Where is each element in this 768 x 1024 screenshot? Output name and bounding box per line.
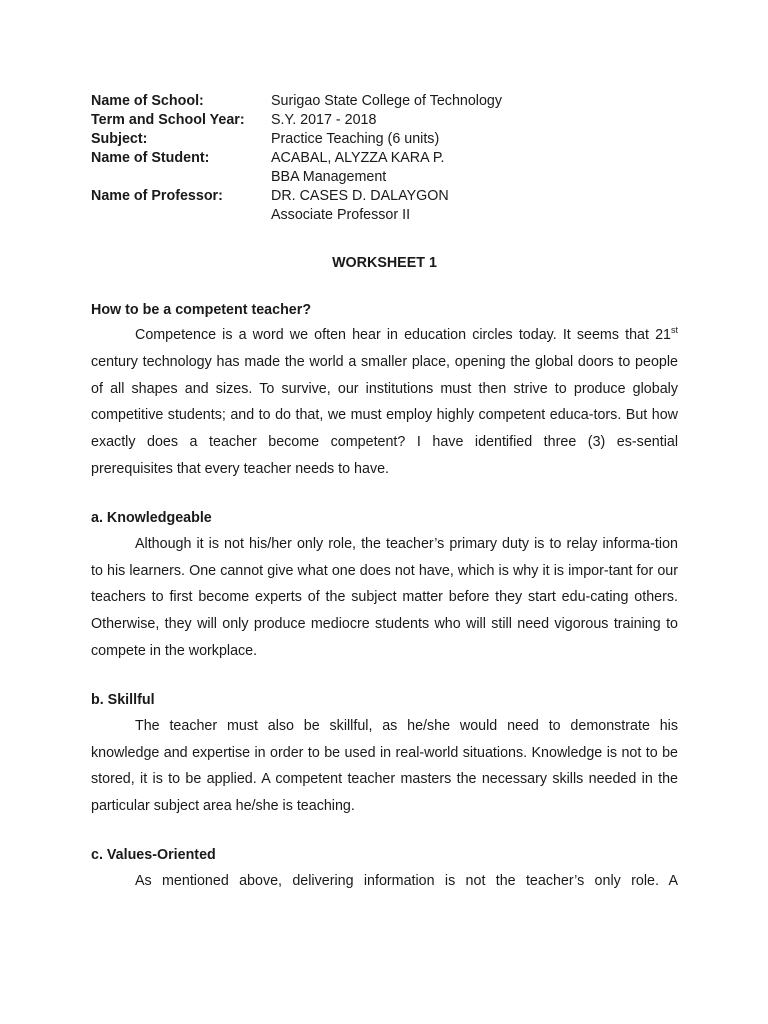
document-header: [91, 92, 678, 225]
section-heading-knowledgeable: a. Knowledgeable: [91, 509, 212, 526]
header-label-term: Term and School Year:: [91, 112, 245, 128]
header-value-program: BBA Management: [271, 169, 387, 185]
section-paragraph-values-oriented: As mentioned above, delivering information is not the teacher’s only role. A: [135, 872, 678, 889]
header-value-student: ACABAL, ALYZZA KARA P.: [271, 150, 445, 166]
section-heading-skillful: b. Skillful: [91, 691, 155, 708]
header-value-subject: Practice Teaching (6 units): [271, 131, 440, 147]
intro-text-part1: Competence is a word we often hear in education circles today. It seems that 21: [135, 327, 671, 343]
section-paragraph-skillful: The teacher must also be skillful, as he/she would need to demonstrate his knowledge and expertise in order to be used in real-world situations. Knowledge is not to be stored, it is to be applied. A competent teacher masters the necessary skills needed in the particular subject area he/she is teaching.: [91, 717, 678, 815]
header-label-blank-2: [91, 206, 271, 225]
section-heading-values-oriented: c. Values-Oriented: [91, 846, 216, 863]
document-page: [91, 92, 678, 895]
header-value-professor: DR. CASES D. DALAYGON: [271, 188, 449, 204]
header-value-school: Surigao State College of Technology: [271, 93, 503, 109]
intro-superscript: st: [670, 325, 678, 336]
header-label-subject: Subject:: [91, 131, 148, 147]
worksheet-title: WORKSHEET 1: [332, 255, 437, 271]
header-label-blank-1: [91, 168, 271, 187]
intro-text-part2: century technology has made the world a smaller place, opening the global doors to people of all shapes and sizes. To survive, our institutions must then strive to produce globaly competitive students; and to do that, we must employ highly competent educa-tors. But how exactly does a teacher become competent? I have identified three (3) es-sential prerequisites that every teacher needs to have.: [91, 353, 678, 477]
question-heading: How to be a competent teacher?: [91, 302, 312, 318]
header-label-professor: Name of Professor:: [91, 188, 223, 204]
header-label-student: Name of Student:: [91, 150, 210, 166]
header-label-school: Name of School:: [91, 93, 204, 109]
header-value-term: S.Y. 2017 - 2018: [271, 112, 377, 128]
intro-paragraph: [91, 322, 678, 483]
header-value-professor-title: Associate Professor II: [271, 207, 411, 223]
section-paragraph-knowledgeable: Although it is not his/her only role, the teacher’s primary duty is to relay informa-tion to his learners. One cannot give what one does not have, which is why it is impor-tant for our teachers to first become experts of the subject matter before they start edu-cating others. Otherwise, they will only produce mediocre students who will still need vigorous training to compete in the workplace.: [91, 535, 678, 659]
